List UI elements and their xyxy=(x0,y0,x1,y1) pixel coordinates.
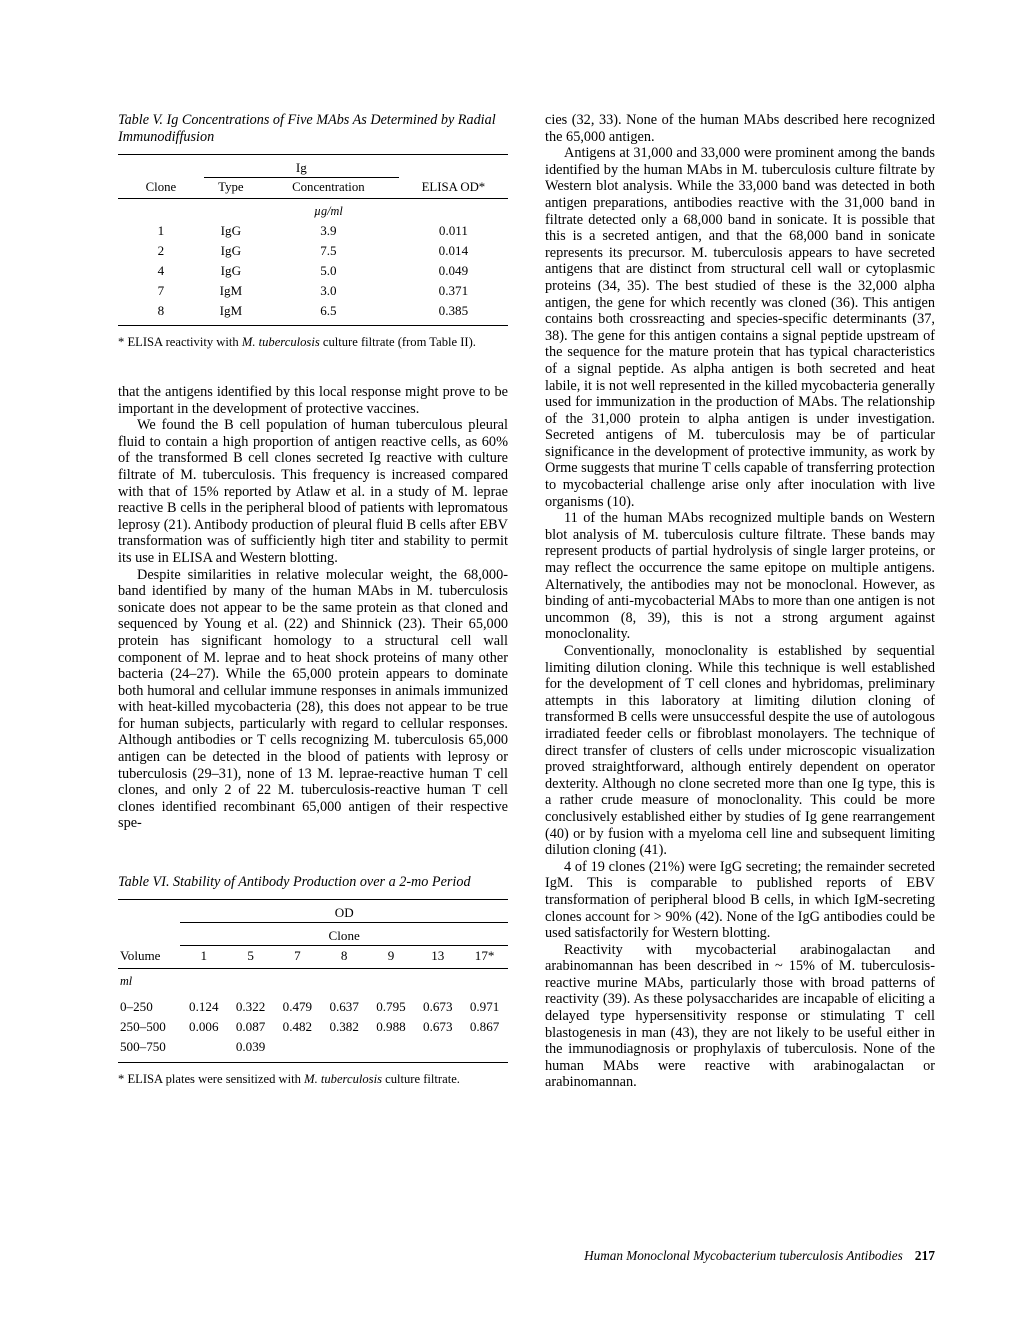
right-paragraph-4: Conventionally, monoclonality is established by sequential limiting dilution cloning. While this technique is well established for the development of T cell clones and hybridomas, preliminary attempts in this laboratory at limiting dilution cloning of transformed B cells were unsuccessful despite the use of autologous irradiated feeder cells or fibroblast monolayers. The technique of direct transfer of clusters of cells under microscopic visualization proved straightforward, although entirely dependent on operator dexterity. Although no clone secreted more than one Ig type, this is a rather crude measure of monoclonality. This could be more conclusively established either by studies of Ig gene rearrangement (40) or by fusion with a myeloma cell line and subsequent limiting dilution cloning (41). xyxy=(545,643,935,859)
table-five-header-row xyxy=(118,178,508,199)
cell-clone-13 xyxy=(414,1037,461,1063)
cell-elisa-od: 0.049 xyxy=(438,263,469,278)
table-row xyxy=(118,241,508,261)
table-row xyxy=(118,221,508,241)
cell-clone: 1 xyxy=(157,223,165,238)
table-five xyxy=(118,154,508,326)
table-row xyxy=(118,1017,508,1037)
table-five-caption: Table V. Ig Concentrations of Five MAbs As Determined by Radial Immunodiffusion xyxy=(118,112,496,145)
cell-clone-7 xyxy=(274,1037,321,1063)
cell-elisa-od: 0.011 xyxy=(438,223,468,238)
footnote-lead: * ELISA reactivity with xyxy=(118,335,242,349)
cell-concentration: 7.5 xyxy=(320,243,337,258)
cell-clone: 2 xyxy=(157,243,165,258)
table-five-col-clone: Clone xyxy=(118,178,204,199)
cell-clone-1 xyxy=(180,1037,227,1063)
table-six-col-17: 17* xyxy=(461,946,508,969)
cell-volume: 250–500 xyxy=(120,1019,166,1035)
page-number: 217 xyxy=(914,1248,935,1263)
left-paragraph-3: Despite similarities in relative molecular weight, the 68,000-band identified by many of the human MAbs in M. tuberculosis sonicate does not appear to be the same protein as that cloned and sequenced by Young et al. (22) and Shinnick (23). Their 65,000 protein has significant homology to a structural cell wall component of M. leprae and to heat shock proteins of many other bacteria (24–27). While the 65,000 protein appears to dominate both humoral and cellular immune responses in animals immunized with heat-killed mycobacteria (28), this does not appear to be true for human subjects, particularly with regard to cellular responses. Although antibodies or T cells recognizing M. tuberculosis 65,000 antigen can be detected in the blood of patients with leprosy or tuberculosis (29–31), none of 13 M. leprae-reactive human T cell clones, and only 2 of 22 M. tuberculosis-reactive human T cell clones identified recombinant 65,000 antigen of their respective spe- xyxy=(118,566,508,832)
table-six-header-row xyxy=(118,946,508,969)
table-five-footnote xyxy=(118,335,508,350)
cell-clone-13: 0.673 xyxy=(423,999,453,1015)
cell-type: IgM xyxy=(204,301,258,326)
cell-clone-7: 0.479 xyxy=(282,999,313,1015)
right-paragraph-6: Reactivity with mycobacterial arabinogalactan and arabinomannan has been described in ~ 15% of M. tuberculosis-reactive murine MAbs, particularly those with broad patterns of reactivity (39). As these polysaccharides are incapable of eliciting a delayed type hypersensitivity response or stimulating T cell blastogenesis in man (43), they are not likely to be useful either in the immunodiagnosis or prophylaxis of tuberculosis. None of the human MAbs were reactive with arabinogalactan or arabinomannan. xyxy=(545,941,935,1091)
running-title: Human Monoclonal Mycobacterium tuberculosis Antibodies xyxy=(584,1248,903,1263)
page-footer xyxy=(118,1248,935,1264)
table-six xyxy=(118,899,508,1063)
table-six-sub-header-row xyxy=(118,923,508,946)
table-six-sub-header: Clone xyxy=(180,923,508,946)
cell-clone-17 xyxy=(461,1037,508,1063)
table-five-col-elisa-od: ELISA OD* xyxy=(399,178,508,199)
footnote-italic: M. tuberculosis xyxy=(241,335,320,349)
cell-volume: 500–750 xyxy=(118,1037,180,1063)
cell-clone-5: 0.039 xyxy=(227,1037,274,1063)
table-six-row-header: Volume xyxy=(118,946,180,969)
table-six-units-row xyxy=(118,969,508,992)
right-paragraph-5: 4 of 19 clones (21%) were IgG secreting; the remainder secreted IgM. This is comparable to published reports of EBV transformation of peripheral blood B cells, in which IgM-secreting clones account for > 90% (42). None of the IgG antibodies could be used satisfactorily for Western blotting. xyxy=(545,858,935,942)
cell-type: IgG xyxy=(220,263,242,278)
table-six-caption: Table VI. Stability of Antibody Production over a 2-mo Period xyxy=(118,874,471,891)
cell-type: IgG xyxy=(220,243,242,258)
table-six-col-5: 5 xyxy=(227,946,274,969)
cell-clone-1: 0.006 xyxy=(189,1019,219,1035)
table-six-block xyxy=(118,874,508,1087)
cell-clone-7: 0.482 xyxy=(282,1019,313,1035)
cell-clone-8: 0.382 xyxy=(329,1019,359,1035)
table-six-group-header: OD xyxy=(180,900,508,923)
table-five-col-type: Type xyxy=(204,178,258,199)
footnote-tail: culture filtrate (from Table II). xyxy=(319,335,476,349)
table-six-col-9: 9 xyxy=(368,946,415,969)
left-paragraph-1: that the antigens identified by this local response might prove to be important in the development of protective vaccines. xyxy=(118,384,508,417)
cell-volume: 0–250 xyxy=(120,999,153,1015)
table-six-units: ml xyxy=(120,974,133,989)
table-row xyxy=(118,1037,508,1063)
table-row xyxy=(118,991,508,1017)
right-paragraph-1: cies (32, 33). None of the human MAbs described here recognized the 65,000 antigen. xyxy=(545,112,935,145)
cell-clone: 4 xyxy=(157,263,165,278)
cell-clone-9 xyxy=(368,1037,415,1063)
cell-elisa-od: 0.371 xyxy=(438,283,469,298)
cell-concentration: 6.5 xyxy=(258,301,399,326)
cell-clone: 8 xyxy=(118,301,204,326)
footnote-italic: M. tuberculosis xyxy=(304,1072,382,1087)
table-six-group-header-row xyxy=(118,900,508,923)
footnote-tail: culture filtrate. xyxy=(381,1072,460,1087)
table-five-group-header-row xyxy=(118,155,508,178)
table-five-units: µg/ml xyxy=(314,204,343,218)
cell-concentration: 3.0 xyxy=(320,283,337,298)
cell-elisa-od: 0.014 xyxy=(438,243,469,258)
cell-clone-5: 0.087 xyxy=(235,1019,266,1035)
cell-elisa-od: 0.385 xyxy=(399,301,508,326)
cell-clone-13: 0.673 xyxy=(423,1019,453,1035)
table-five-group-header: Ig xyxy=(204,155,399,178)
table-six-col-8: 8 xyxy=(321,946,368,969)
cell-clone-5: 0.322 xyxy=(235,999,266,1015)
cell-clone-9: 0.795 xyxy=(376,999,406,1015)
table-six-footnote xyxy=(118,1072,508,1087)
cell-clone: 7 xyxy=(157,283,165,298)
footnote-lead: * ELISA plates were sensitized with xyxy=(118,1072,305,1087)
table-five-col-concentration: Concentration xyxy=(258,178,399,199)
cell-clone-17: 0.971 xyxy=(469,999,500,1015)
cell-type: IgG xyxy=(220,223,242,238)
table-row xyxy=(118,281,508,301)
cell-clone-9: 0.988 xyxy=(376,1019,406,1035)
cell-type: IgM xyxy=(219,283,243,298)
table-row xyxy=(118,261,508,281)
left-paragraph-2: We found the B cell population of human tuberculous pleural fluid to contain a high proportion of antigen reactive cells, as 60% of the transformed B cell clones secreted Ig reactive with culture filtrate of M. tuberculosis. This frequency is increased compared with that of 15% reported by Atlaw et al. in a study of M. leprae reactive B cells in the peripheral blood of patients with lepromatous leprosy (21). Antibody production of pleural fluid B cells after EBV transformation was of sufficiently high titer and stability to permit its use in ELISA and Western blotting. xyxy=(118,417,508,566)
cell-concentration: 3.9 xyxy=(320,223,337,238)
cell-clone-1: 0.124 xyxy=(189,999,219,1015)
cell-clone-8 xyxy=(321,1037,368,1063)
table-six-col-1: 1 xyxy=(180,946,227,969)
right-paragraph-3: 11 of the human MAbs recognized multiple bands on Western blot analysis of M. tuberculosis culture filtrate. These bands may represent products of partial hydrolysis of single larger proteins, or may reflect the occurrence the same epitope on multiple antigens. Alternatively, the antibodies may not be monoclonal. However, as binding of anti-mycobacterial MAbs to more than one antigen is not uncommon (8, 39), this is not a strong argument against monoclonality. xyxy=(545,510,935,643)
cell-clone-17: 0.867 xyxy=(469,1019,500,1035)
right-column xyxy=(545,112,935,1091)
cell-clone-8: 0.637 xyxy=(329,999,359,1015)
left-column xyxy=(118,112,508,1093)
table-five-block xyxy=(118,112,508,350)
cell-concentration: 5.0 xyxy=(320,263,337,278)
table-six-col-7: 7 xyxy=(274,946,321,969)
table-six-col-13: 13 xyxy=(414,946,461,969)
right-paragraph-2: Antigens at 31,000 and 33,000 were prominent among the bands identified by the human MAbs in M. tuberculosis culture filtrate by Western blot analysis. While the 33,000 band was detected in both antigen preparations, antibodies reactive with the 31,000 band in filtrate detected only a 68,000 band in sonicate. It is possible that this is a secreted antigen, and that the 68,000 band in sonicate represents its precursor. M. tuberculosis appears to have secreted antigens that are distinct from structural cell wall or cytoplasmic proteins (34, 35). The best studied of these is the 32,000 alpha antigen, the gene for which recently was cloned (36). This antigen contains both crossreacting and species-specific determinants (37, 38). The gene for this antigen contains a signal peptide upstream of the sequence for the mature protein that has typical characteristics of a signal peptide. As alpha antigen is both secreted and heat labile, it is not well represented in the killed mycobacteria generally used for immunization in the production of MAbs. The relationship of the 31,000 protein to alpha antigen is under investigation. Secreted antigens of M. tuberculosis may be of particular significance in the development of protective immunity, as work by Orme suggests that murine T cells capable of transferring protection to mycobacterial challenge arise only after inoculation with live organisms (10). xyxy=(545,145,935,510)
table-row xyxy=(118,301,508,326)
table-five-units-row xyxy=(118,199,508,222)
